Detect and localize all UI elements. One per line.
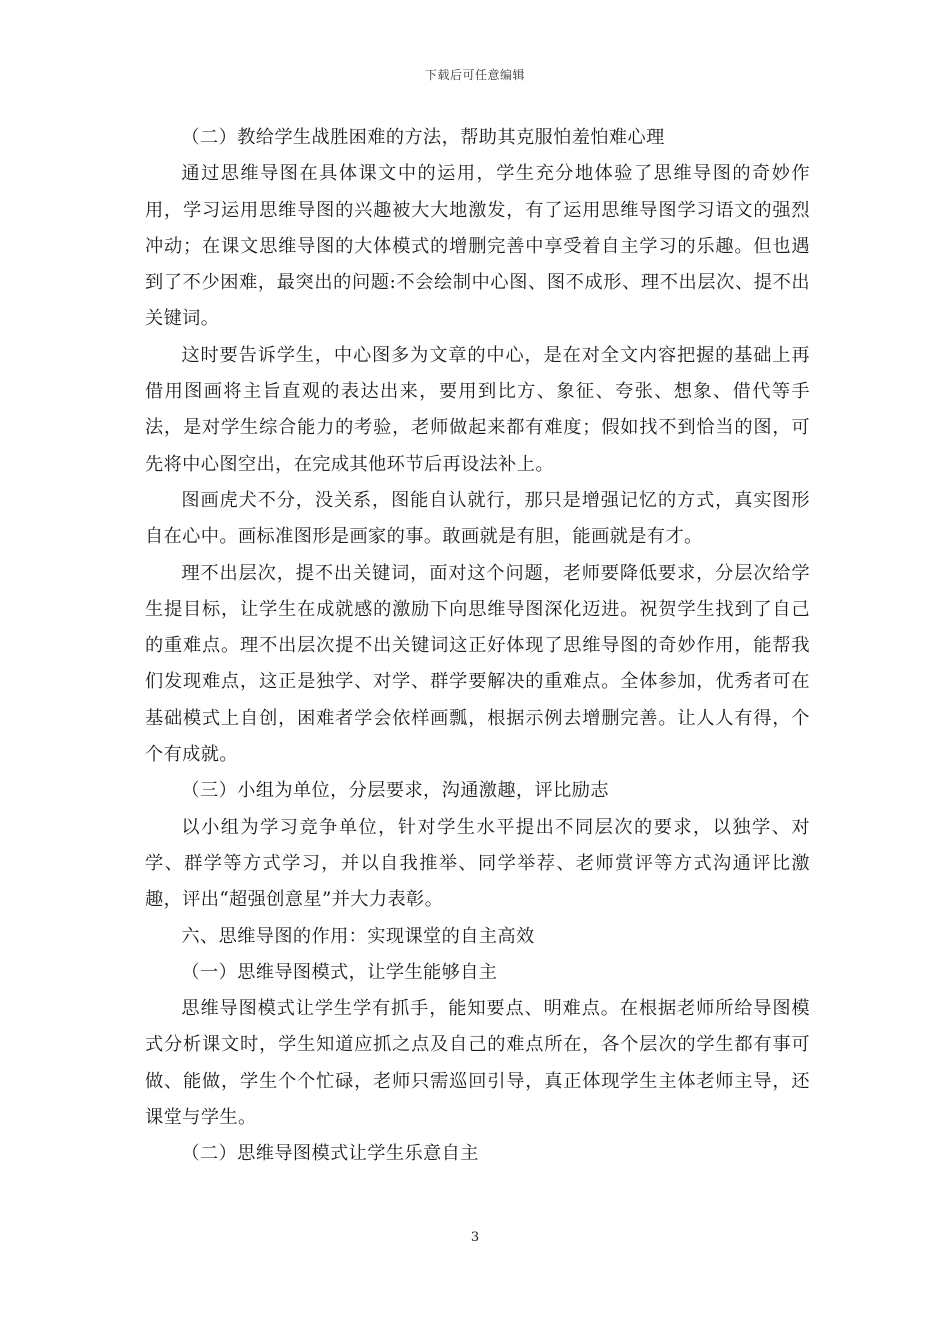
subheading-6-1: （一）思维导图模式，让学生能够自主	[181, 961, 498, 983]
body-paragraph: 思维导图模式让学生学有抓手，能知要点、明难点。在根据老师所给导图模式分析课文时，学生知道应抓之点及自己的难点所在，各个层次的学生都有事可做、能做，学生个个忙碌，老师只需巡回引导，真正体现学生主体老师主导，还课堂与学生。	[145, 998, 810, 1129]
document-body	[145, 120, 810, 1173]
subheading-2-3: （三）小组为单位，分层要求，沟通激趣，评比励志	[181, 780, 609, 802]
body-paragraph: 理不出层次，提不出关键词，面对这个问题，老师要降低要求，分层次给学生提目标，让学生在成就感的激励下向思维导图深化迈进。祝贺学生找到了自己的重难点。理不出层次提不出关键词这正好体现了思维导图的奇妙作用，能帮我们发现难点，这正是独学、对学、群学要解决的重难点。全体参加，优秀者可在基础模式上自创，困难者学会依样画瓢，根据示例去增删完善。让人人有得，个个有成就。	[145, 562, 810, 766]
subheading-2-2: （二）教给学生战胜困难的方法，帮助其克服怕羞怕难心理	[181, 127, 665, 148]
page-number: 3	[470, 1230, 480, 1245]
page-header: 下载后可任意编辑	[424, 68, 525, 82]
body-paragraph: 通过思维导图在具体课文中的运用，学生充分地体验了思维导图的奇妙作用，学习运用思维导图的兴趣被大大地激发，有了运用思维导图学习语文的强烈冲动；在课文思维导图的大体模式的增删完善中享受着自主学习的乐趣。但也遇到了不少困难，最突出的问题:不会绘制中心图、图不成形、理不出层次、提不出关键词。	[145, 163, 810, 330]
body-paragraph: 这时要告诉学生，中心图多为文章的中心，是在对全文内容把握的基础上再借用图画将主旨直观的表达出来，要用到比方、象征、夸张、想象、借代等手法，是对学生综合能力的考验，老师做起来都有难度；假如找不到恰当的图，可先将中心图空出，在完成其他环节后再设法补上。	[145, 344, 810, 475]
body-paragraph: 以小组为学习竞争单位，针对学生水平提出不同层次的要求，以独学、对学、群学等方式学习，并以自我推举、同学举荐、老师赏评等方式沟通评比激趣，评出“超强创意星”并大力表彰。	[145, 816, 810, 911]
section-heading-6: 六、思维导图的作用：实现课堂的自主高效	[181, 925, 535, 947]
body-paragraph: 图画虎犬不分，没关系，图能自认就行，那只是增强记忆的方式，真实图形自在心中。画标准图形是画家的事。敢画就是有胆，能画就是有才。	[145, 489, 810, 548]
subheading-6-2: （二）思维导图模式让学生乐意自主	[181, 1143, 479, 1165]
